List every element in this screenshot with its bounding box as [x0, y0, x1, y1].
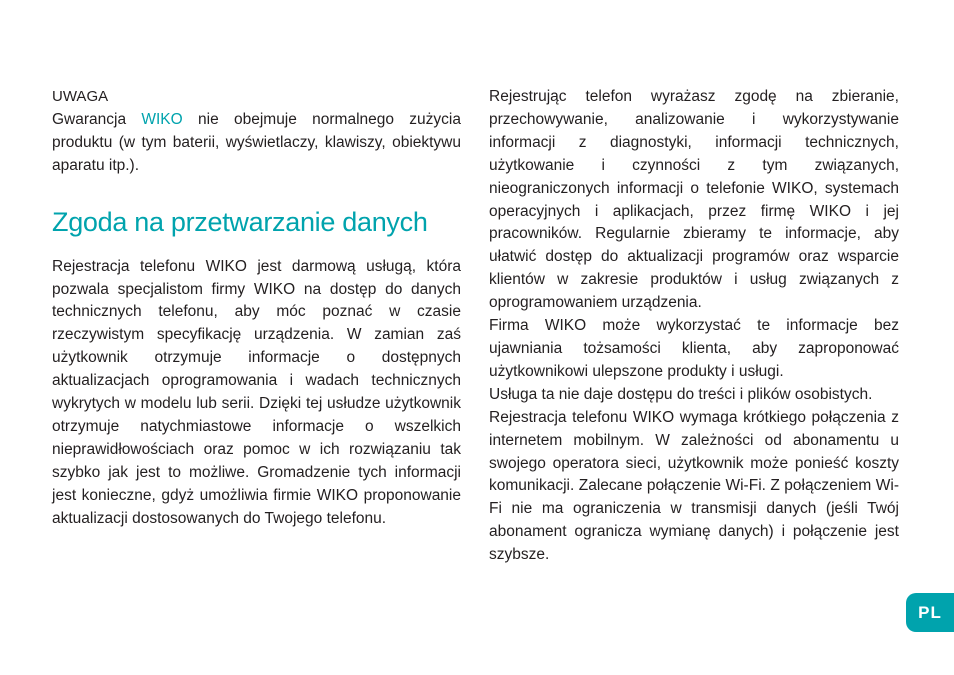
- warning-title: UWAGA: [52, 88, 109, 105]
- warning-text-before: Gwarancja: [52, 110, 142, 128]
- right-paragraph-4: Rejestracja telefonu WIKO wymaga krótkiego połączenia z internetem mobilnym. W zależności od abonamentu u swojego operatora sieci, użytkownik może ponieść koszty komunikacji. Zalecane połączenie Wi-Fi. Z połączeniem Wi-Fi nie ma ograniczenia w transmisji danych (jeśli Twój abonament ogranicza wymianę danych) i połączenie jest szybsze.: [489, 408, 899, 564]
- right-paragraph-2: Firma WIKO może wykorzystać te informacje bez ujawniania tożsamości klienta, aby zaproponować użytkownikowi ulepszone produkty i usługi.: [489, 317, 899, 380]
- left-column: [52, 86, 461, 531]
- brand-name: WIKO: [141, 110, 183, 128]
- warning-text-after: nie obejmuje normalnego zużycia produktu (w tym baterii, wyświetlaczy, klawiszy, obiektywu aparatu itp.).: [52, 110, 461, 174]
- left-paragraph: Rejestracja telefonu WIKO jest darmową usługą, która pozwala specjalistom firmy WIKO na dostęp do danych technicznych telefonu, aby móc poznać w czasie rzeczywistym specyfikację urządzenia. W zamian zaś użytkownik otrzymuje informacje o dostępnych aktualizacjach oprogramowania i wadach technicznych wykrytych w modelu lub serii. Dzięki tej usłudze użytkownik otrzymuje natychmiastowe informacje o wszelkich nieprawidłowościach oraz pomoc w ich rozwiązaniu tak szybko jak jest to możliwe. Gromadzenie tych informacji jest konieczne, gdyż umożliwia firmie WIKO proponowanie aktualizacji dostosowanych do Twojego telefonu.: [52, 257, 461, 527]
- language-tab: PL: [906, 593, 954, 632]
- warning-text: [52, 109, 461, 178]
- right-paragraph-1: Rejestrując telefon wyrażasz zgodę na zbieranie, przechowywanie, analizowanie i wykorzystywanie informacji z diagnostyki, informacji technicznych, użytkowanie i czynności z tym związanych, nieograniczonych informacji o telefonie WIKO, systemach operacyjnych i aplikacjach, przez firmę WIKO i jej pracowników. Regularnie zbieramy te informacje, aby ułatwić dostęp do aktualizacji programów oraz wsparcie klientów w zakresie produktów i usług związanych z oprogramowaniem urządzenia.: [489, 88, 899, 312]
- right-paragraph-3: Usługa ta nie daje dostępu do treści i plików osobistych.: [489, 385, 873, 403]
- section-heading: Zgoda na przetwarzanie danych: [52, 206, 428, 237]
- right-column: [489, 86, 899, 567]
